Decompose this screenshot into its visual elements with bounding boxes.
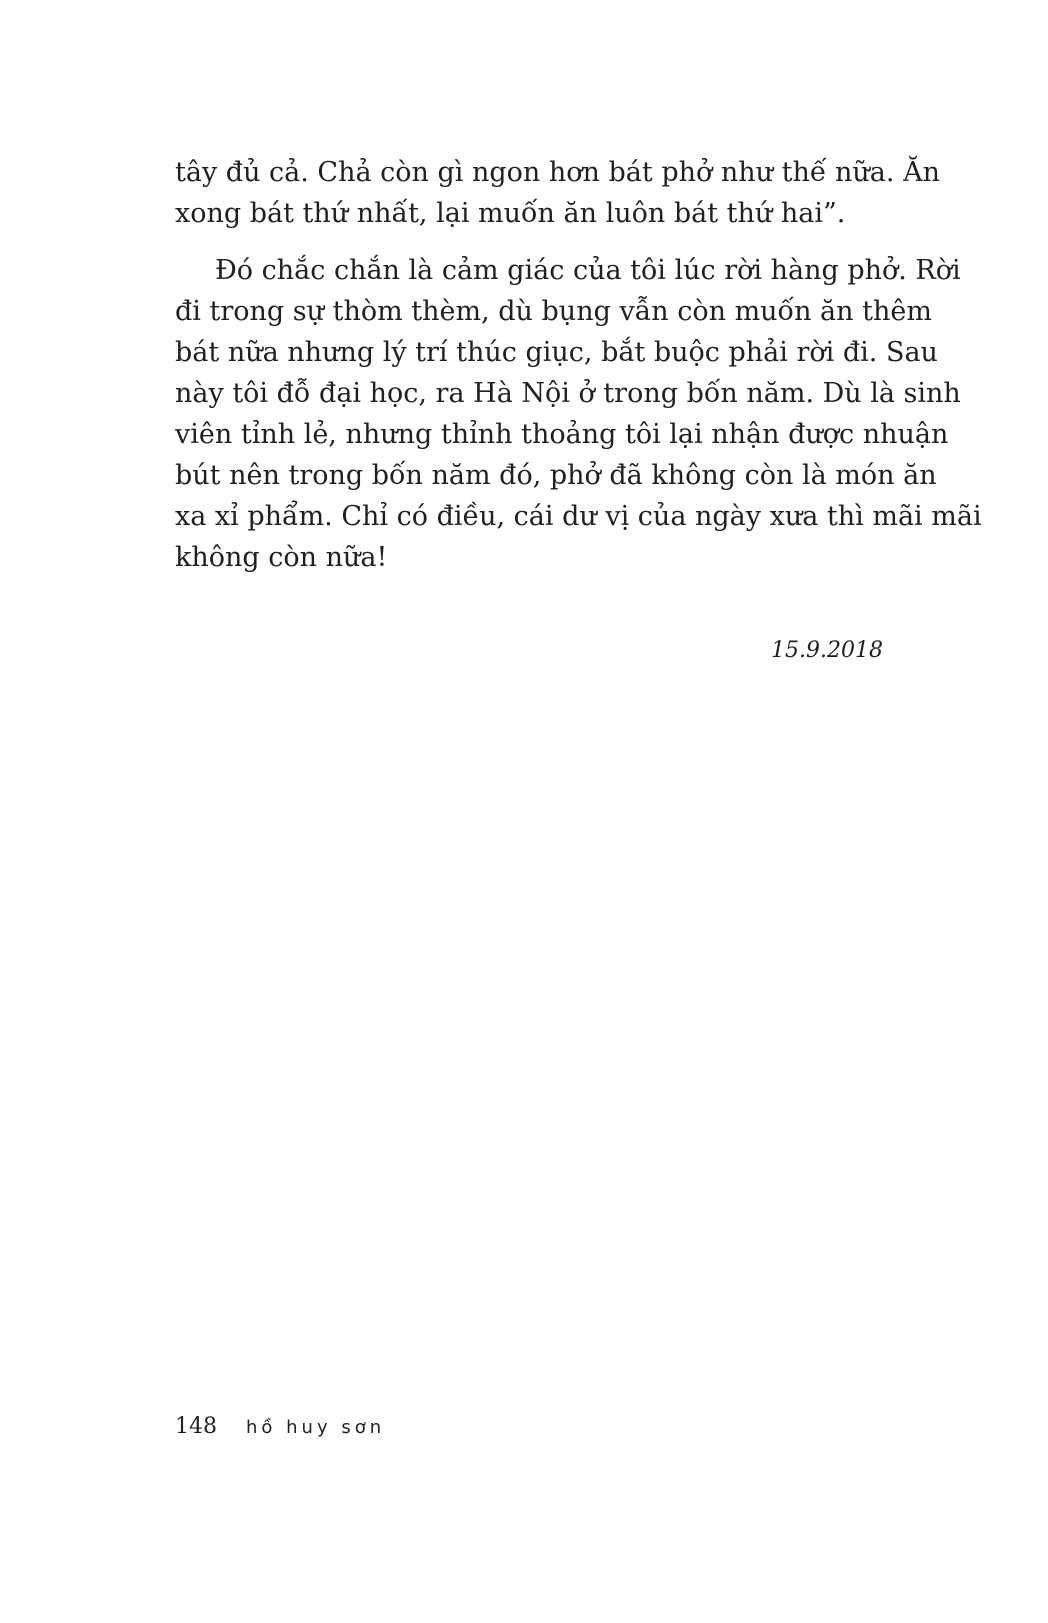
text-line: bút nên trong bốn năm đó, phở đã không còn là món ăn [175, 460, 937, 491]
text-line: Đó chắc chắn là cảm giác của tôi lúc rời hàng phở. Rời [215, 255, 961, 286]
text-line: xong bát thứ nhất, lại muốn ăn luôn bát thứ hai”. [175, 198, 846, 229]
page-number: 148 [175, 1414, 217, 1439]
body-text [175, 152, 982, 578]
text-line: tây đủ cả. Chả còn gì ngon hơn bát phở như thế nữa. Ăn [175, 157, 940, 188]
text-line: không còn nữa! [175, 542, 388, 573]
page-footer [175, 1412, 385, 1443]
author-name: hồ huy sơn [246, 1417, 386, 1438]
paragraph [175, 250, 982, 578]
text-line: đi trong sự thòm thèm, dù bụng vẫn còn muốn ăn thêm [175, 296, 932, 327]
text-line: này tôi đỗ đại học, ra Hà Nội ở trong bốn năm. Dù là sinh [175, 378, 961, 409]
text-line: bát nữa nhưng lý trí thúc giục, bắt buộc phải rời đi. Sau [175, 337, 938, 368]
essay-date: 15.9.2018 [771, 638, 883, 663]
text-line: xa xỉ phẩm. Chỉ có điều, cái dư vị của ngày xưa thì mãi mãi [175, 501, 982, 532]
paragraph-continuation [175, 152, 940, 234]
text-line: viên tỉnh lẻ, nhưng thỉnh thoảng tôi lại nhận được nhuận [175, 419, 949, 450]
